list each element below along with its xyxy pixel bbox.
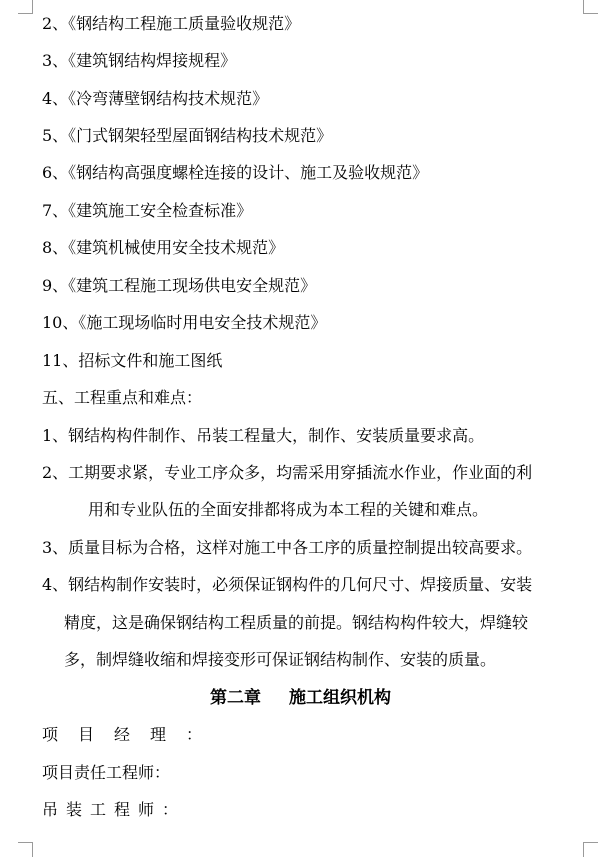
key-point-item: 3、质量目标为合格，这样对施工中各工序的质量控制提出较高要求。: [42, 538, 533, 557]
section-title: 五、工程重点和难点：: [42, 388, 203, 407]
hoisting-engineer-label: 吊装工程师：: [42, 800, 187, 819]
reference-item: 9、《建筑工程施工现场供电安全规范》: [42, 276, 317, 295]
reference-item: 7、《建筑施工安全检查标准》: [42, 201, 253, 220]
crop-mark-bottom-right: [583, 842, 598, 857]
reference-item: 5、《门式钢架轻型屋面钢结构技术规范》: [42, 126, 333, 145]
reference-item: 3、《建筑钢结构焊接规程》: [42, 51, 237, 70]
key-point-item-continuation: 用和专业队伍的全面安排都将成为本工程的关键和难点。: [88, 500, 489, 519]
project-manager-label: 项目经理：: [42, 725, 223, 744]
key-point-item: 2、工期要求紧，专业工序众多，均需采用穿插流水作业，作业面的利: [42, 463, 533, 482]
crop-mark-top-right: [583, 0, 598, 14]
reference-item: 10、《施工现场临时用电安全技术规范》: [42, 313, 327, 332]
reference-item: 4、《冷弯薄壁钢结构技术规范》: [42, 89, 269, 108]
chapter-title: 施工组织机构: [289, 688, 391, 708]
reference-item: 11、招标文件和施工图纸: [42, 351, 223, 370]
chapter-number: 第二章: [210, 688, 261, 708]
key-point-item-continuation: 多，制焊缝收缩和焊接变形可保证钢结构制作、安装的质量。: [64, 650, 497, 669]
reference-item: 6、《钢结构高强度螺栓连接的设计、施工及验收规范》: [42, 163, 429, 182]
engineer-in-charge-label: 项目责任工程师：: [42, 763, 171, 782]
crop-mark-top-left: [18, 0, 33, 14]
chapter-heading: [0, 688, 601, 708]
reference-item: 2、《钢结构工程施工质量验收规范》: [42, 14, 301, 33]
key-point-item: 4、钢结构制作安装时，必须保证钢构件的几何尺寸、焊接质量、安装: [42, 575, 533, 594]
crop-mark-bottom-left: [18, 842, 33, 857]
key-point-item: 1、钢结构构件制作、吊装工程量大，制作、安装质量要求高。: [42, 426, 485, 445]
reference-item: 8、《建筑机械使用安全技术规范》: [42, 238, 285, 257]
key-point-item-continuation: 精度，这是确保钢结构工程质量的前提。钢结构构件较大，焊缝较: [64, 613, 529, 632]
